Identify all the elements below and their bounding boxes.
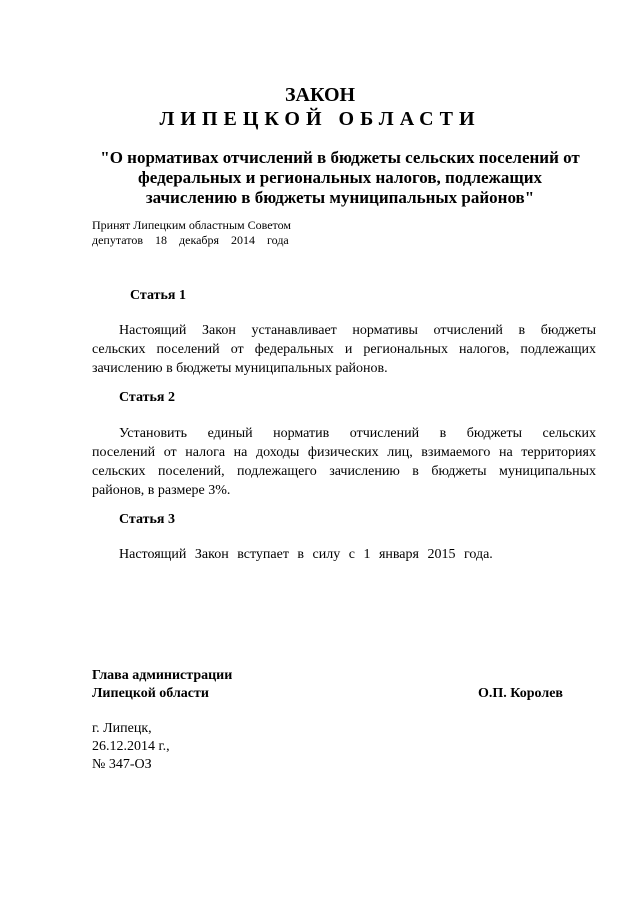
article-1-text	[92, 321, 596, 378]
signatory-position-line: Липецкой области	[92, 686, 209, 701]
issuing-region-title: ЛИПЕЦКОЙ ОБЛАСТИ	[159, 108, 481, 130]
article-2-text	[92, 424, 596, 500]
signatory-name: О.П. Королев	[478, 686, 563, 701]
article-text-line: Настоящий Закон устанавливает нормативы отчислений в бюджеты	[119, 323, 596, 338]
adoption-note	[92, 218, 291, 248]
article-text-line: поселений от налога на доходы физических лиц, взимаемого на территориях	[92, 445, 596, 460]
law-name-line: "О нормативах отчислений в бюджеты сельских поселений от	[100, 148, 580, 167]
law-name-line: федеральных и региональных налогов, подлежащих	[137, 168, 543, 187]
article-3-text	[92, 545, 596, 564]
signatory-position	[92, 667, 232, 703]
adoption-note-line: Принят Липецким областным Советом	[92, 218, 291, 232]
article-text-line: Настоящий Закон вступает в силу с 1 января 2015 года.	[119, 547, 493, 562]
signatory-position-line: Глава администрации	[92, 668, 233, 683]
document-number: № 347-ОЗ	[92, 757, 152, 772]
article-text-line: сельских поселений, подлежащего зачислению в бюджеты муниципальных	[92, 464, 596, 479]
law-name	[70, 148, 610, 208]
article-text-line: Установить единый норматив отчислений в бюджеты сельских	[119, 426, 596, 441]
document-requisites	[92, 720, 170, 774]
document-date: 26.12.2014 г.,	[92, 739, 170, 754]
article-text-line: зачислению в бюджеты муниципальных районов.	[92, 361, 388, 376]
document-city: г. Липецк,	[92, 721, 152, 736]
article-3-title: Статья 3	[119, 512, 175, 527]
adoption-note-line: депутатов 18 декабря 2014 года	[92, 233, 289, 247]
article-1-title: Статья 1	[130, 288, 186, 303]
article-text-line: районов, в размере 3%.	[92, 483, 231, 498]
law-name-line: зачислению в бюджеты муниципальных районов"	[145, 188, 535, 207]
document-type-title: ЗАКОН	[284, 84, 356, 106]
article-text-line: сельских поселений от федеральных и региональных налогов, подлежащих	[92, 342, 596, 357]
article-2-title: Статья 2	[119, 390, 175, 405]
